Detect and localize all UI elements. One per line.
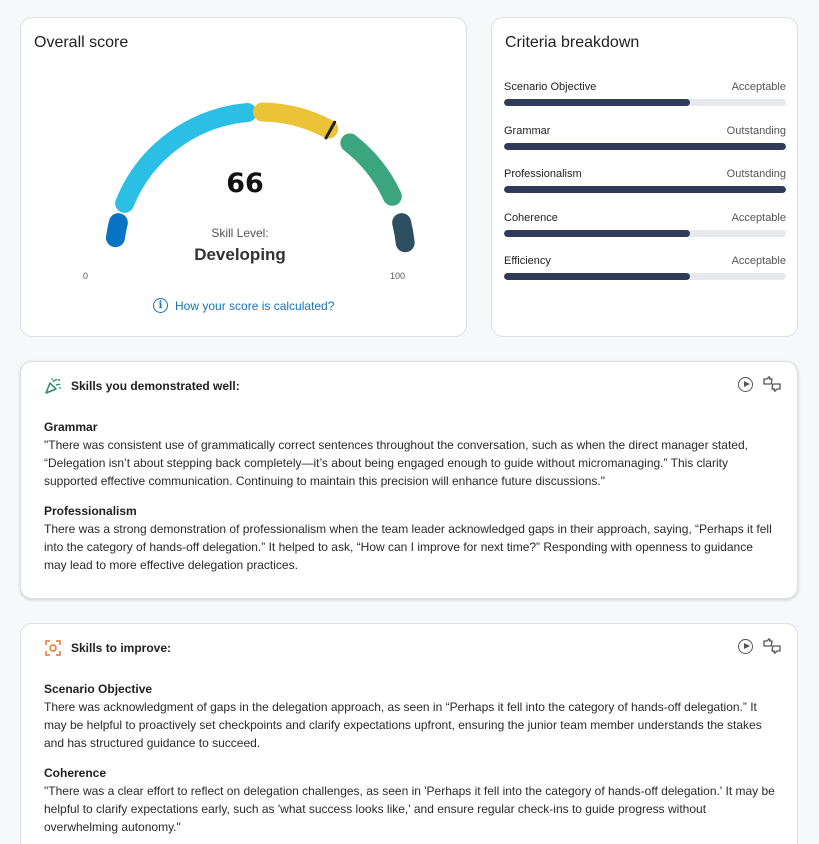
thumbs-up-down-icon[interactable]: [762, 638, 782, 654]
criteria-progress-fill: [504, 99, 690, 106]
strengths-actions: [738, 376, 782, 392]
gauge-segment: [402, 223, 406, 243]
criteria-rating: Acceptable: [731, 255, 786, 267]
criteria-rating: Acceptable: [731, 81, 786, 93]
improvement-item-name: Scenario Objective: [44, 682, 153, 696]
criteria-progress-track: [504, 143, 786, 150]
strengths-card: [20, 361, 798, 599]
gauge-min-label: 0: [83, 271, 89, 281]
improvements-title: Skills to improve:: [71, 641, 172, 655]
strength-item-line: may lead to more effective delegation practices.: [44, 558, 298, 572]
criteria-progress-track: [504, 230, 786, 237]
improvement-item-line: and has structured guidance to succeed.: [44, 736, 261, 750]
criteria-progress-track: [504, 99, 786, 106]
criteria-rating: Acceptable: [731, 212, 786, 224]
criteria-progress-fill: [504, 273, 690, 280]
party-popper-icon: [44, 377, 62, 395]
improvement-item-line: "There was a clear effort to reflect on delegation challenges, as seen in 'Perhaps it fell into the category of hands-off delegation.' It may be: [44, 784, 775, 798]
criteria-row: [504, 212, 786, 237]
criteria-breakdown-title: Criteria breakdown: [505, 34, 640, 51]
score-calculation-link[interactable]: [153, 298, 334, 313]
criteria-name: Professionalism: [504, 168, 582, 180]
strength-item-line: "There was consistent use of grammatically correct sentences throughout the conversation, such as when the direct manager stated,: [44, 438, 748, 452]
criteria-name: Efficiency: [504, 255, 551, 267]
criteria-name: Coherence: [504, 212, 558, 224]
criteria-rating: Outstanding: [726, 125, 786, 137]
criteria-progress-track: [504, 273, 786, 280]
criteria-progress-fill: [504, 230, 690, 237]
improvements-header: [44, 639, 171, 657]
info-icon: i: [153, 298, 168, 313]
play-icon[interactable]: [738, 377, 753, 392]
criteria-row: [504, 125, 786, 150]
strength-item-name: Professionalism: [44, 504, 137, 518]
strength-item: [44, 418, 779, 490]
improvement-item: [44, 680, 779, 752]
strength-item-name: Grammar: [44, 420, 98, 434]
strength-item-line: supported effective communication. Continuing to maintain this precision will enhance future discussions.": [44, 474, 606, 488]
skill-level-caption: Skill Level:: [211, 226, 269, 240]
criteria-progress-fill: [504, 143, 786, 150]
criteria-name: Scenario Objective: [504, 81, 597, 93]
strength-item-line: into the category of hands-off delegation.” It helped to ask, “How can I improve for next time?” Responding with openness to guidance: [44, 540, 753, 554]
strength-item-line: “Delegation isn’t about stepping back completely—it’s about being engaged enough to guide without micromanaging.” This clarity: [44, 456, 728, 470]
score-calculation-link-label: How your score is calculated?: [175, 298, 335, 313]
improvement-item-name: Coherence: [44, 766, 107, 780]
improvement-item-line: may be helpful to proactively set checkpoints and clarify expectations upfront, ensuring the junior team member understands the stakes: [44, 718, 762, 732]
improvement-item-line: There was acknowledgment of gaps in the delegation approach, as seen in “Perhaps it fell into the category of hands-off delegation.” It: [44, 700, 757, 714]
thumbs-up-down-icon[interactable]: [762, 376, 782, 392]
criteria-rating: Outstanding: [726, 168, 786, 180]
gauge-max-label: 100: [390, 271, 406, 281]
criteria-progress-fill: [504, 186, 786, 193]
criteria-row: [504, 168, 786, 193]
focus-target-icon: [44, 639, 62, 657]
improvement-item-line: overwhelming autonomy.": [44, 820, 181, 834]
criteria-row: [504, 81, 786, 106]
improvements-actions: [738, 638, 782, 654]
strengths-header: [44, 377, 240, 395]
strength-item: [44, 502, 779, 574]
criteria-progress-track: [504, 186, 786, 193]
play-icon[interactable]: [738, 639, 753, 654]
gauge-segment: [350, 143, 392, 196]
strength-item-line: There was a strong demonstration of professionalism when the team leader acknowledged gaps in their approach, saying, “Perhaps it fell: [44, 522, 772, 536]
criteria-breakdown-card: [491, 17, 798, 337]
skill-level-value: Developing: [194, 245, 286, 264]
gauge-segment: [115, 223, 118, 238]
criteria-name: Grammar: [504, 125, 551, 137]
score-value: 66: [226, 168, 264, 199]
overall-score-card: [20, 17, 467, 337]
gauge-segment: [263, 112, 329, 129]
strengths-title: Skills you demonstrated well:: [71, 379, 240, 393]
overall-score-title: Overall score: [34, 34, 129, 51]
improvement-item-line: helpful to clarify expectations early, such as 'what success looks like,' and ensure regular check-ins to guide progress without: [44, 802, 707, 816]
improvements-card: [20, 623, 798, 844]
criteria-row: [504, 255, 786, 280]
improvement-item: [44, 764, 779, 836]
